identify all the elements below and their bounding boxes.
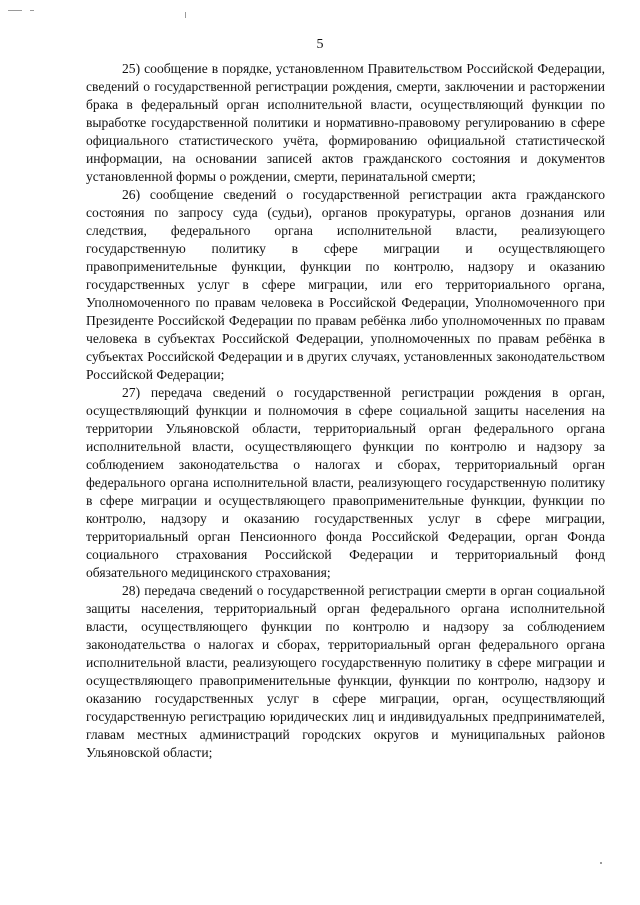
document-body [86,60,605,762]
paragraph-26: 26) сообщение сведений о государственной регистрации акта гражданского состояния по запросу суда (судьи), органов прокуратуры, органов дознания или следствия, федерального органа исполнительной власти, реализующего государственную политику в сфере миграции и осуществляющего правоприменительные функции, функции по контролю, надзору и оказанию государственных услуг в сфере миграции, или его территориального органа, Уполномоченного по правам человека в Российской Федерации, Уполномоченного при Президенте Российской Федерации по правам ребёнка либо уполномоченных по правам человека в субъектах Российской Федерации, уполномоченных по правам ребёнка в субъектах Российской Федерации и в других случаях, установленных законодательством Российской Федерации; [86,187,605,382]
scan-artifact [600,862,602,864]
scan-artifact [185,12,186,18]
paragraph-28: 28) передача сведений о государственной регистрации смерти в орган социальной защиты населения, территориальный орган федерального органа исполнительной власти, осуществляющего функции по контролю и надзору за соблюдением законодательства о налогах и сборах, территориальный орган федерального органа исполнительной власти, реализующего государственную политику в сфере миграции и осуществляющего правоприменительные функции, функции по контролю, надзору и оказанию государственных услуг в сфере миграции, орган, осуществляющий государственную регистрацию юридических лиц и индивидуальных предпринимателей, главам местных администраций городских округов и муниципальных районов Ульяновской области; [86,583,605,760]
scan-artifact [30,10,34,11]
page-number: 5 [316,37,324,52]
scan-artifact [8,10,22,11]
paragraph-25: 25) сообщение в порядке, установленном Правительством Российской Федерации, сведений о государственной регистрации рождения, смерти, заключении и расторжении брака в федеральный орган исполнительной власти, осуществляющий функции по выработке государственной политики и нормативно-правовому регулированию в сфере официального статистического учёта, формированию официальной статистической информации, на основании записей актов гражданского состояния и документов установленной формы о рождении, смерти, перинатальной смерти; [86,61,605,184]
paragraph-27: 27) передача сведений о государственной регистрации рождения в орган, осуществляющий функции и полномочия в сфере социальной защиты населения на территории Ульяновской области, территориальный орган федерального органа исполнительной власти, осуществляющего функции по контролю и надзору за соблюдением законодательства о налогах и сборах, территориальный орган федерального органа исполнительной власти, реализующего государственную политику в сфере миграции и осуществляющего правоприменительные функции, функции по контролю, надзору и оказанию государственных услуг в сфере миграции, территориальный орган Пенсионного фонда Российской Федерации, орган Фонда социального страхования Российской Федерации и территориальный фонд обязательного медицинского страхования; [86,385,605,580]
